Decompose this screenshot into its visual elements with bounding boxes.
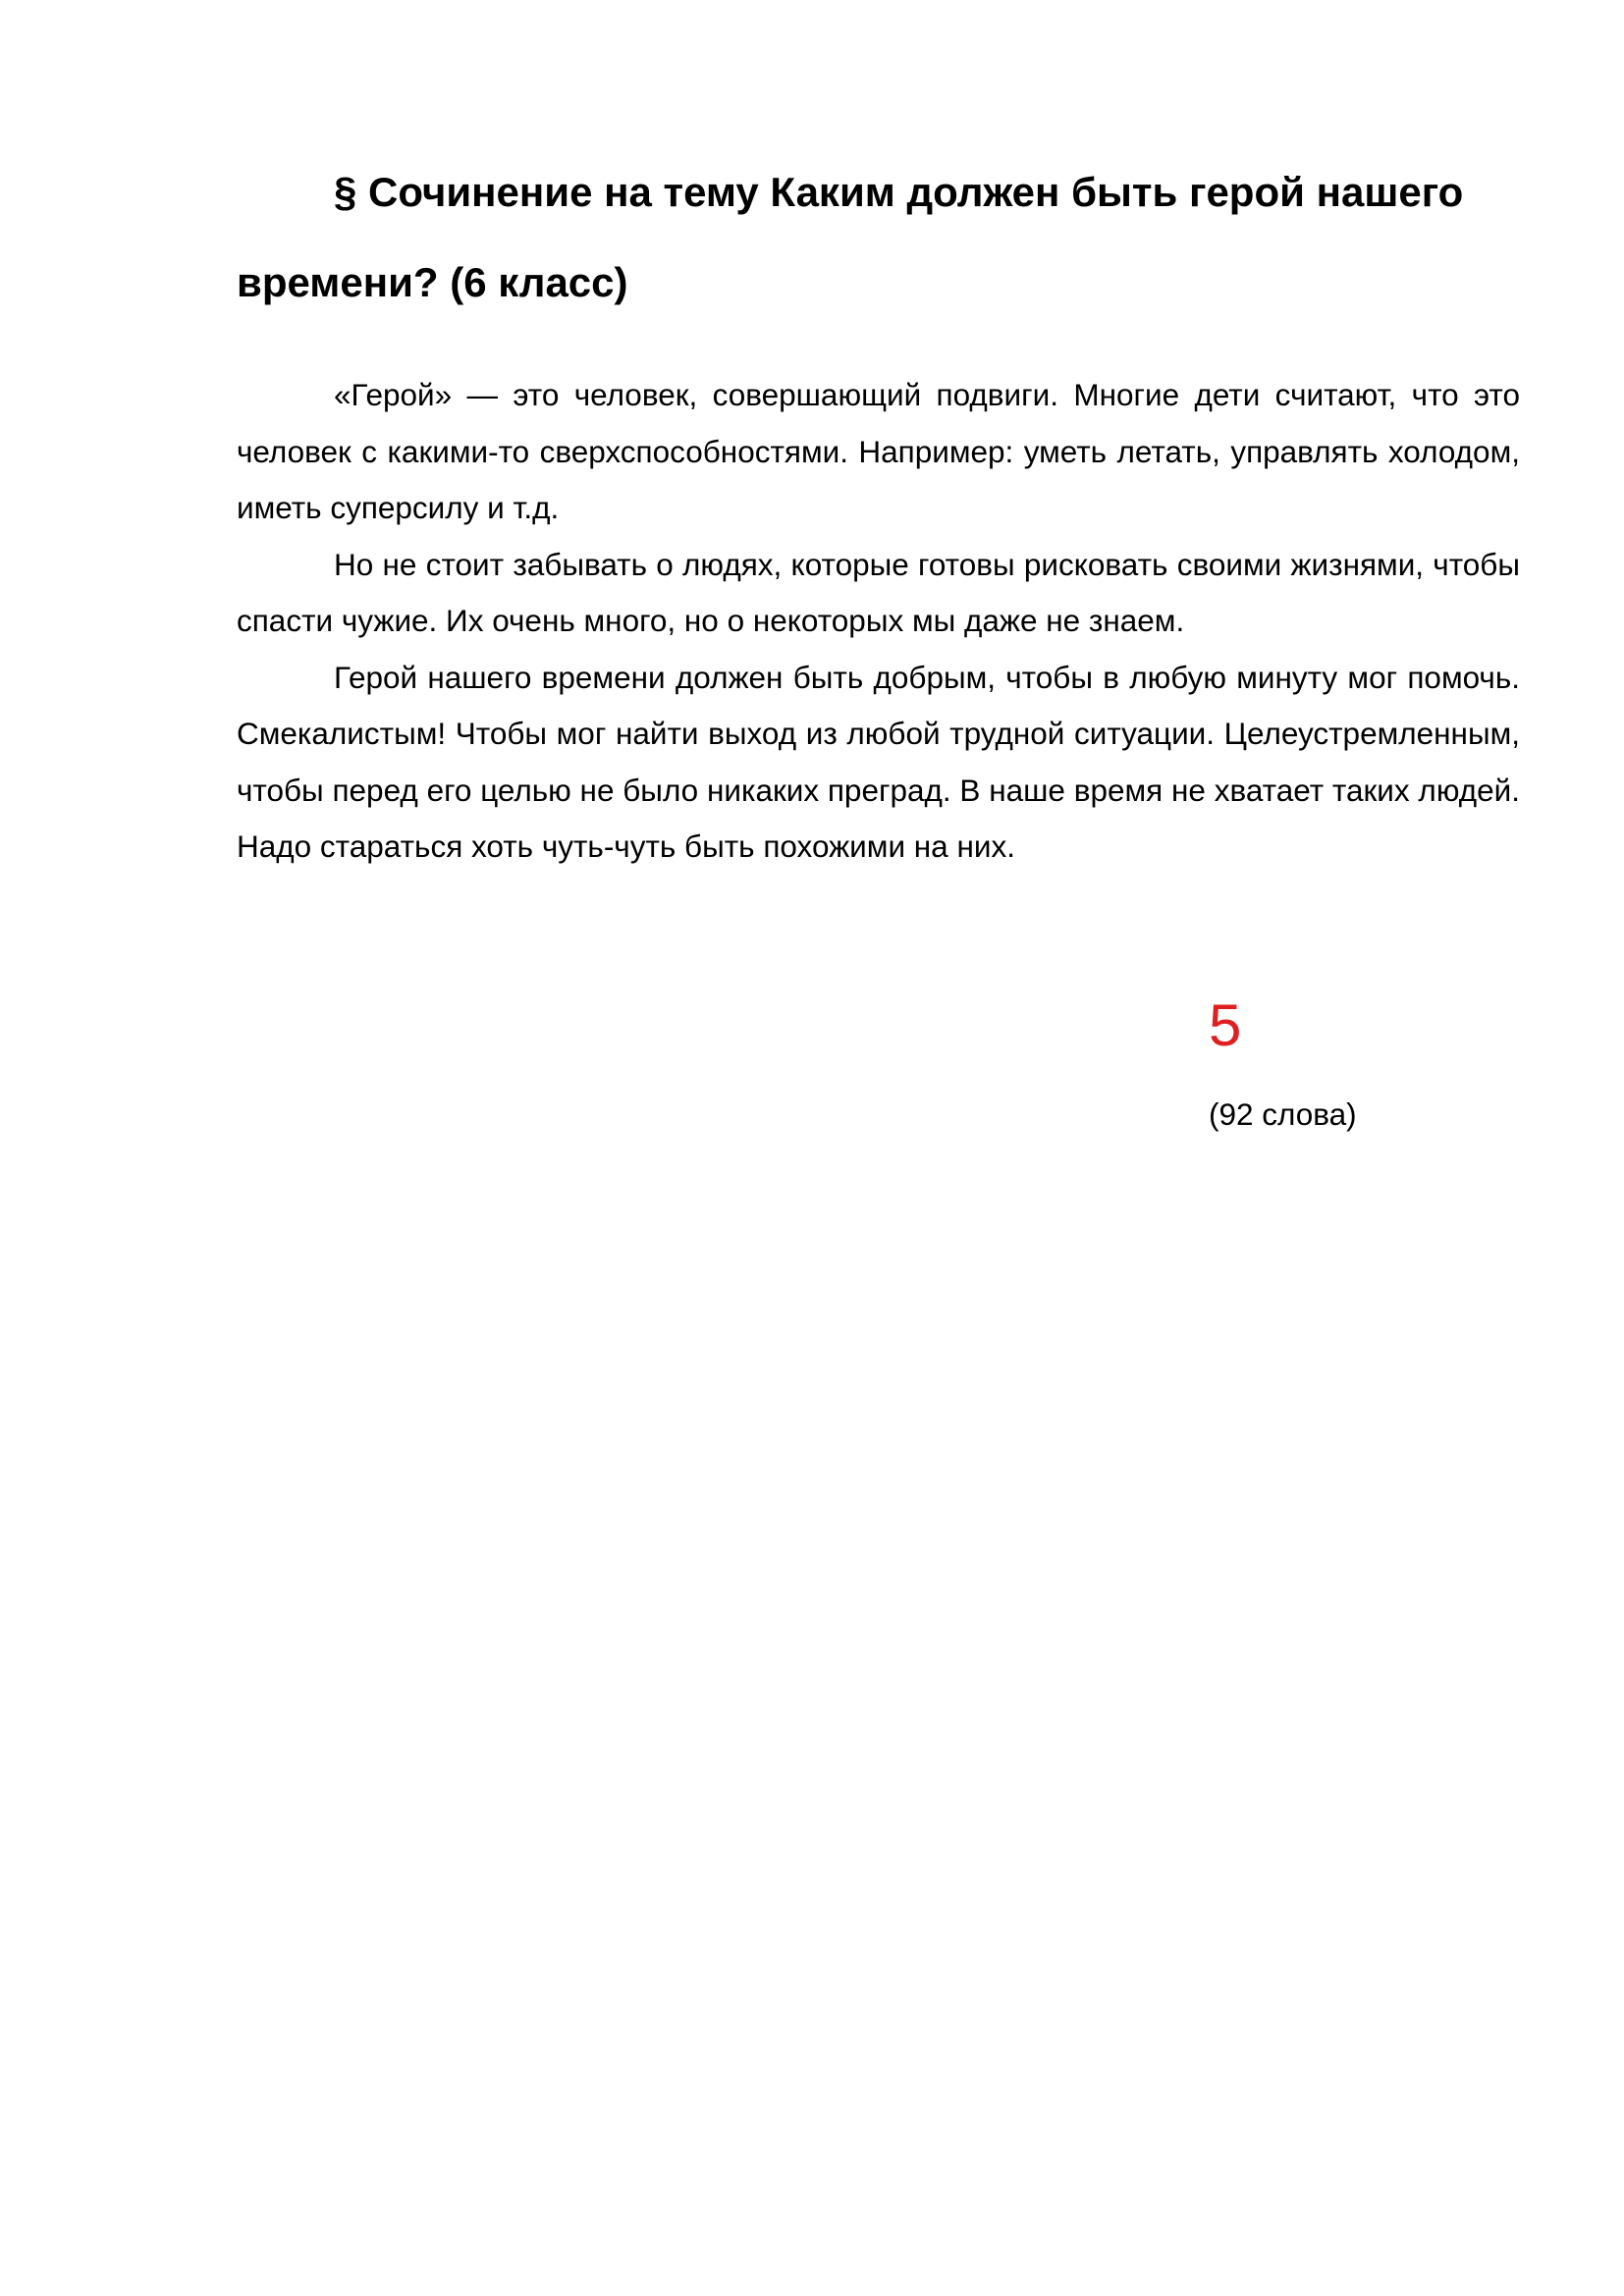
essay-body [237,367,1520,876]
essay-paragraph-2: Но не стоит забывать о людях, которые готовы рисковать своими жизнями, чтобы спасти чужие. Их очень много, но о некоторых мы даже не знаем. [237,546,1520,638]
word-count: (92 слова) [1209,1096,1357,1132]
essay-paragraph-1: «Герой» — это человек, совершающий подвиги. Многие дети считают, что это человек с какими-то сверхспособностями. Например: уметь летать, управлять холодом, иметь суперсилу и т.д. [237,377,1520,525]
essay-content [237,147,1520,876]
grade-mark: 5 [1209,992,1242,1058]
essay-title: § Сочинение на тему Каким должен быть герой нашего времени? (6 класс) [237,169,1464,305]
essay-paragraph-3: Герой нашего времени должен быть добрым, чтобы в любую минуту мог помочь. Смекалистым! Чтобы мог найти выход из любой трудной ситуации. Целеустремленным, чтобы перед его целью не было никаких преград. В наше время не хватает таких людей. Надо стараться хоть чуть-чуть быть похожими на них. [237,659,1520,864]
